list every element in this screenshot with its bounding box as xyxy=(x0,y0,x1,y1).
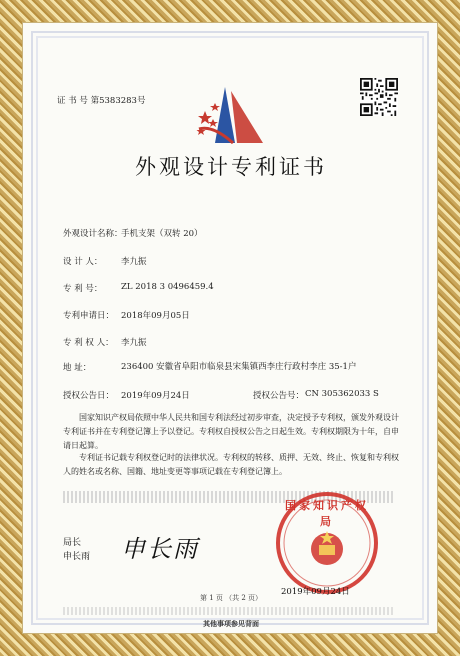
signer-title-1: 局长 xyxy=(63,538,82,548)
address-label: 地 址： xyxy=(63,363,92,373)
patentee-value: 李九振 xyxy=(121,338,147,348)
grant-number-value: CN 305362033 S xyxy=(305,389,379,399)
seal-text: 国家知识产权局 xyxy=(285,499,369,528)
cert-number xyxy=(57,94,145,106)
cnipa-logo-icon xyxy=(193,85,265,145)
grant-number-label: 授权公告号： xyxy=(253,391,305,401)
grant-date-value: 2019年09月24日 xyxy=(121,391,190,401)
application-date-value: 2018年09月05日 xyxy=(121,311,190,321)
certificate-title: 外观设计专利证书 xyxy=(135,155,327,179)
design-name-label: 外观设计名称： xyxy=(63,229,123,239)
cert-number-value: 第5383283号 xyxy=(90,96,146,106)
patent-number-label: 专 利 号： xyxy=(63,284,103,294)
certificate-paper xyxy=(22,22,438,634)
patent-number-value: ZL 2018 3 0496459.4 xyxy=(121,282,214,292)
application-date-label: 专利申请日： xyxy=(63,311,115,321)
page-number: 第 1 页 （共 2 页） xyxy=(199,594,263,602)
qr-code-icon xyxy=(360,78,398,116)
cert-number-label: 证 书 号 xyxy=(57,96,88,106)
footnote: 其他事项参见背面 xyxy=(203,619,259,628)
statement-paragraph-2: 专利证书记载专利权登记时的法律状况。专利权的转移、质押、无效、终止、恢复和专利权人的姓名或名称、国籍、地址变更等事项记载在专利登记簿上。 xyxy=(63,453,399,476)
address-value: 236400 安徽省阜阳市临泉县宋集镇西李庄行政村李庄 35-1户 xyxy=(121,362,357,372)
designer-label: 设 计 人： xyxy=(63,257,103,267)
designer-value: 李九振 xyxy=(121,257,147,267)
design-name-value: 手机支架（双转 20） xyxy=(121,229,203,239)
statement-paragraph-1: 国家知识产权局依照中华人民共和国专利法经过初步审查，决定授予专利权，颁发外观设计专利证书并在专利登记簿上予以登记。专利权自授权公告之日起生效。专利权期限为十年，自申请日起算。 xyxy=(63,413,399,450)
signature: 申长雨 xyxy=(121,535,199,563)
seal-date: 2019年09月24日 xyxy=(281,587,350,597)
signer-title-2: 申长雨 xyxy=(63,552,91,562)
grant-date-label: 授权公告日： xyxy=(63,391,115,401)
decorative-stripe-bottom xyxy=(63,607,393,615)
patentee-label: 专 利 权 人： xyxy=(63,338,114,348)
